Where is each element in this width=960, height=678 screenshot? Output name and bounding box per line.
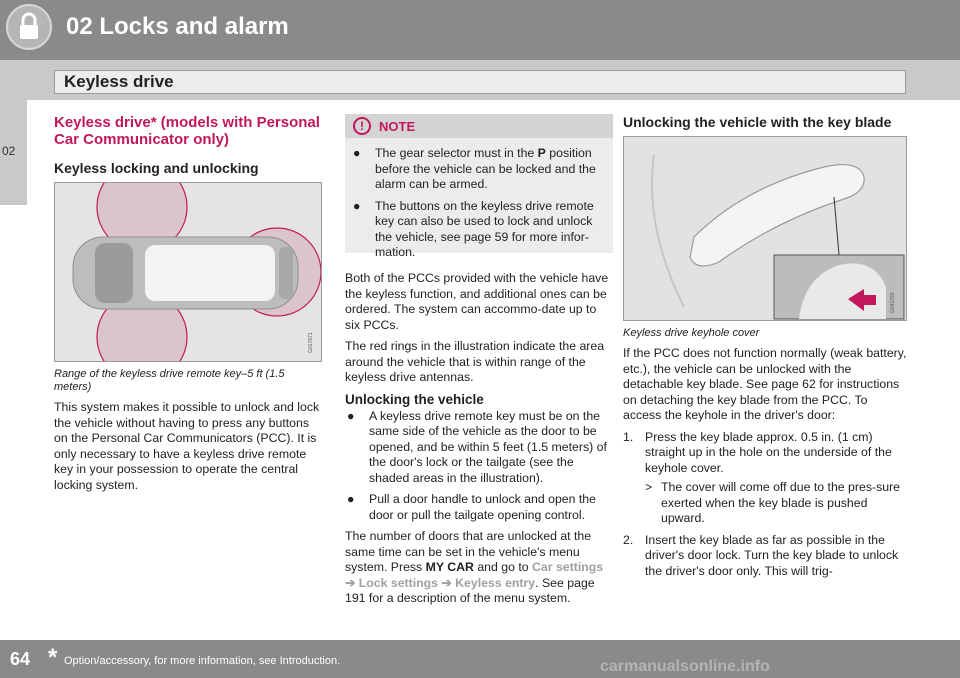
- chapter-title: 02 Locks and alarm: [66, 13, 289, 40]
- intro-paragraph: This system makes it possible to unlock and lock the vehicle without having to press any buttons on the Personal Car Communicators (PCC). It is only necessary to have a keyless drive remote key in your possession to operate the central locking system.: [54, 400, 320, 492]
- column-2: [345, 114, 613, 613]
- side-tab-label: 02: [2, 144, 16, 158]
- red-rings-paragraph: The red rings in the illustration indicate the area around the vehicle that is within range of the keyless drive antennas.: [345, 339, 605, 384]
- unlock-bullet: ● Pull a door handle to unlock and open the door or pull the tailgate opening control.: [347, 492, 596, 522]
- figure-code: G017871: [308, 332, 314, 353]
- key-blade-paragraph: If the PCC does not function normally (weak battery, etc.), the vehicle can be unlocked with the detachable key blade. See page 62 for instructions on detaching the key blade from the PCC. To access the keyhole in the driver's door:: [623, 346, 907, 422]
- watermark: carmanualsonline.info: [600, 658, 770, 675]
- page-number: 64: [10, 649, 31, 669]
- car-range-illustration: [55, 183, 321, 361]
- unlock-bullet: ● A keyless drive remote key must be on the same side of the vehicle as the door to be opened, and be within 5 feet (1.5 meters) of the door's lock or the tailgate (see the shaded areas in the illustration).: [347, 408, 607, 485]
- pcc-paragraph: Both of the PCCs provided with the vehicle have the keyless function, and additional ones can be ordered. The system can accommo-date up to six PCCs.: [345, 271, 609, 332]
- padlock-icon: [6, 4, 52, 50]
- door-handle-illustration: [624, 137, 906, 320]
- keyless-locking-subheading: Keyless locking and unlocking: [54, 160, 259, 176]
- note-title: NOTE: [379, 119, 416, 134]
- figure-caption: Keyless drive keyhole cover: [623, 327, 760, 339]
- note-item: ● The buttons on the keyless drive remote key can also be used to lock and unlock the vehicle, see page 59 for more infor-mation.: [353, 198, 594, 259]
- instruction-step: 2. Insert the key blade as far as possible in the driver's door lock. Turn the key blade to unlock the driver's door only. This will trig-: [623, 532, 899, 578]
- instruction-step: 1. Press the key blade approx. 0.5 in. (1 cm) straight up in the hole on the underside of the keyhole cover.: [623, 429, 892, 475]
- column-1: [54, 114, 324, 499]
- figure-code: G041793: [890, 292, 896, 313]
- note-box: [345, 114, 613, 259]
- note-list: [351, 146, 605, 261]
- section-title: Keyless drive: [64, 72, 174, 91]
- exclamation-icon: !: [353, 117, 371, 135]
- note-item: ● The gear selector must in the P position before the vehicle can be locked and the alarm can be armed.: [353, 146, 596, 191]
- note-header: [345, 114, 613, 138]
- key-blade-heading: Unlocking the vehicle with the key blade: [623, 114, 892, 130]
- menu-paragraph: The number of doors that are unlocked at the same time can be set in the vehicle's menu system. Press MY CAR and go to Car settings ➔ Lock settings ➔ Keyless entry. See page 191 for a description of the menu system.: [345, 529, 604, 605]
- column-3: [623, 114, 907, 583]
- keyless-range-figure: [54, 182, 322, 362]
- keyhole-figure: [623, 136, 907, 321]
- unlocking-subheading: Unlocking the vehicle: [345, 391, 484, 407]
- figure-caption: Range of the keyless drive remote key–5 ft (1.5 meters): [54, 368, 285, 393]
- footnote-text: Option/accessory, for more information, see Introduction.: [64, 655, 341, 667]
- instruction-substep: > The cover will come off due to the pres-sure exerted when the key blade is pushed upward.: [645, 480, 900, 525]
- footnote-star: *: [48, 644, 58, 671]
- section-title-box: [54, 70, 906, 94]
- keyless-drive-heading: Keyless drive* (models with Personal Car Communicator only): [54, 114, 320, 148]
